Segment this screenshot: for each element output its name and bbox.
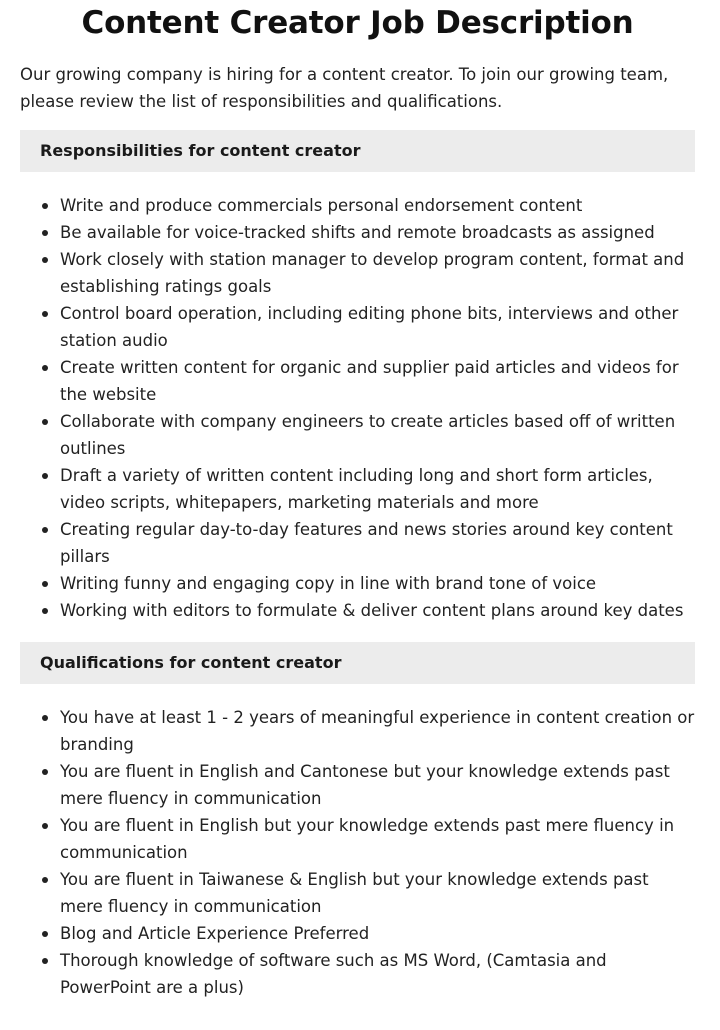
list-item: Writing funny and engaging copy in line with brand tone of voice bbox=[60, 570, 695, 597]
list-item: You are fluent in Taiwanese & English but your knowledge extends past mere fluency in communication bbox=[60, 866, 695, 920]
list-item: Working with editors to formulate & deliver content plans around key dates bbox=[60, 597, 695, 624]
list-item: Draft a variety of written content including long and short form articles, video scripts, whitepapers, marketing materials and more bbox=[60, 462, 695, 516]
page-title: Content Creator Job Description bbox=[81, 5, 634, 41]
list-item: Control board operation, including editing phone bits, interviews and other station audio bbox=[60, 300, 695, 354]
list-item: You have at least 1 - 2 years of meaningful experience in content creation or branding bbox=[60, 704, 695, 758]
list-item: Collaborate with company engineers to create articles based off of written outlines bbox=[60, 408, 695, 462]
list-item: You are fluent in English and Cantonese but your knowledge extends past mere fluency in communication bbox=[60, 758, 695, 812]
qualifications-list bbox=[20, 704, 695, 1001]
intro-paragraph: Our growing company is hiring for a content creator. To join our growing team, please review the list of responsibilities and qualifications. bbox=[20, 65, 669, 111]
list-item: You are fluent in English but your knowledge extends past mere fluency in communication bbox=[60, 812, 695, 866]
list-item: Creating regular day-to-day features and news stories around key content pillars bbox=[60, 516, 695, 570]
list-item: Work closely with station manager to develop program content, format and establishing ratings goals bbox=[60, 246, 695, 300]
list-item: Be available for voice-tracked shifts and remote broadcasts as assigned bbox=[60, 219, 695, 246]
responsibilities-list bbox=[20, 192, 695, 624]
list-item: Create written content for organic and supplier paid articles and videos for the website bbox=[60, 354, 695, 408]
qualifications-heading: Qualifications for content creator bbox=[20, 642, 695, 684]
list-item: Write and produce commercials personal endorsement content bbox=[60, 192, 695, 219]
list-item: Thorough knowledge of software such as MS Word, (Camtasia and PowerPoint are a plus) bbox=[60, 947, 695, 1001]
list-item: Blog and Article Experience Preferred bbox=[60, 920, 695, 947]
responsibilities-heading: Responsibilities for content creator bbox=[20, 130, 695, 172]
